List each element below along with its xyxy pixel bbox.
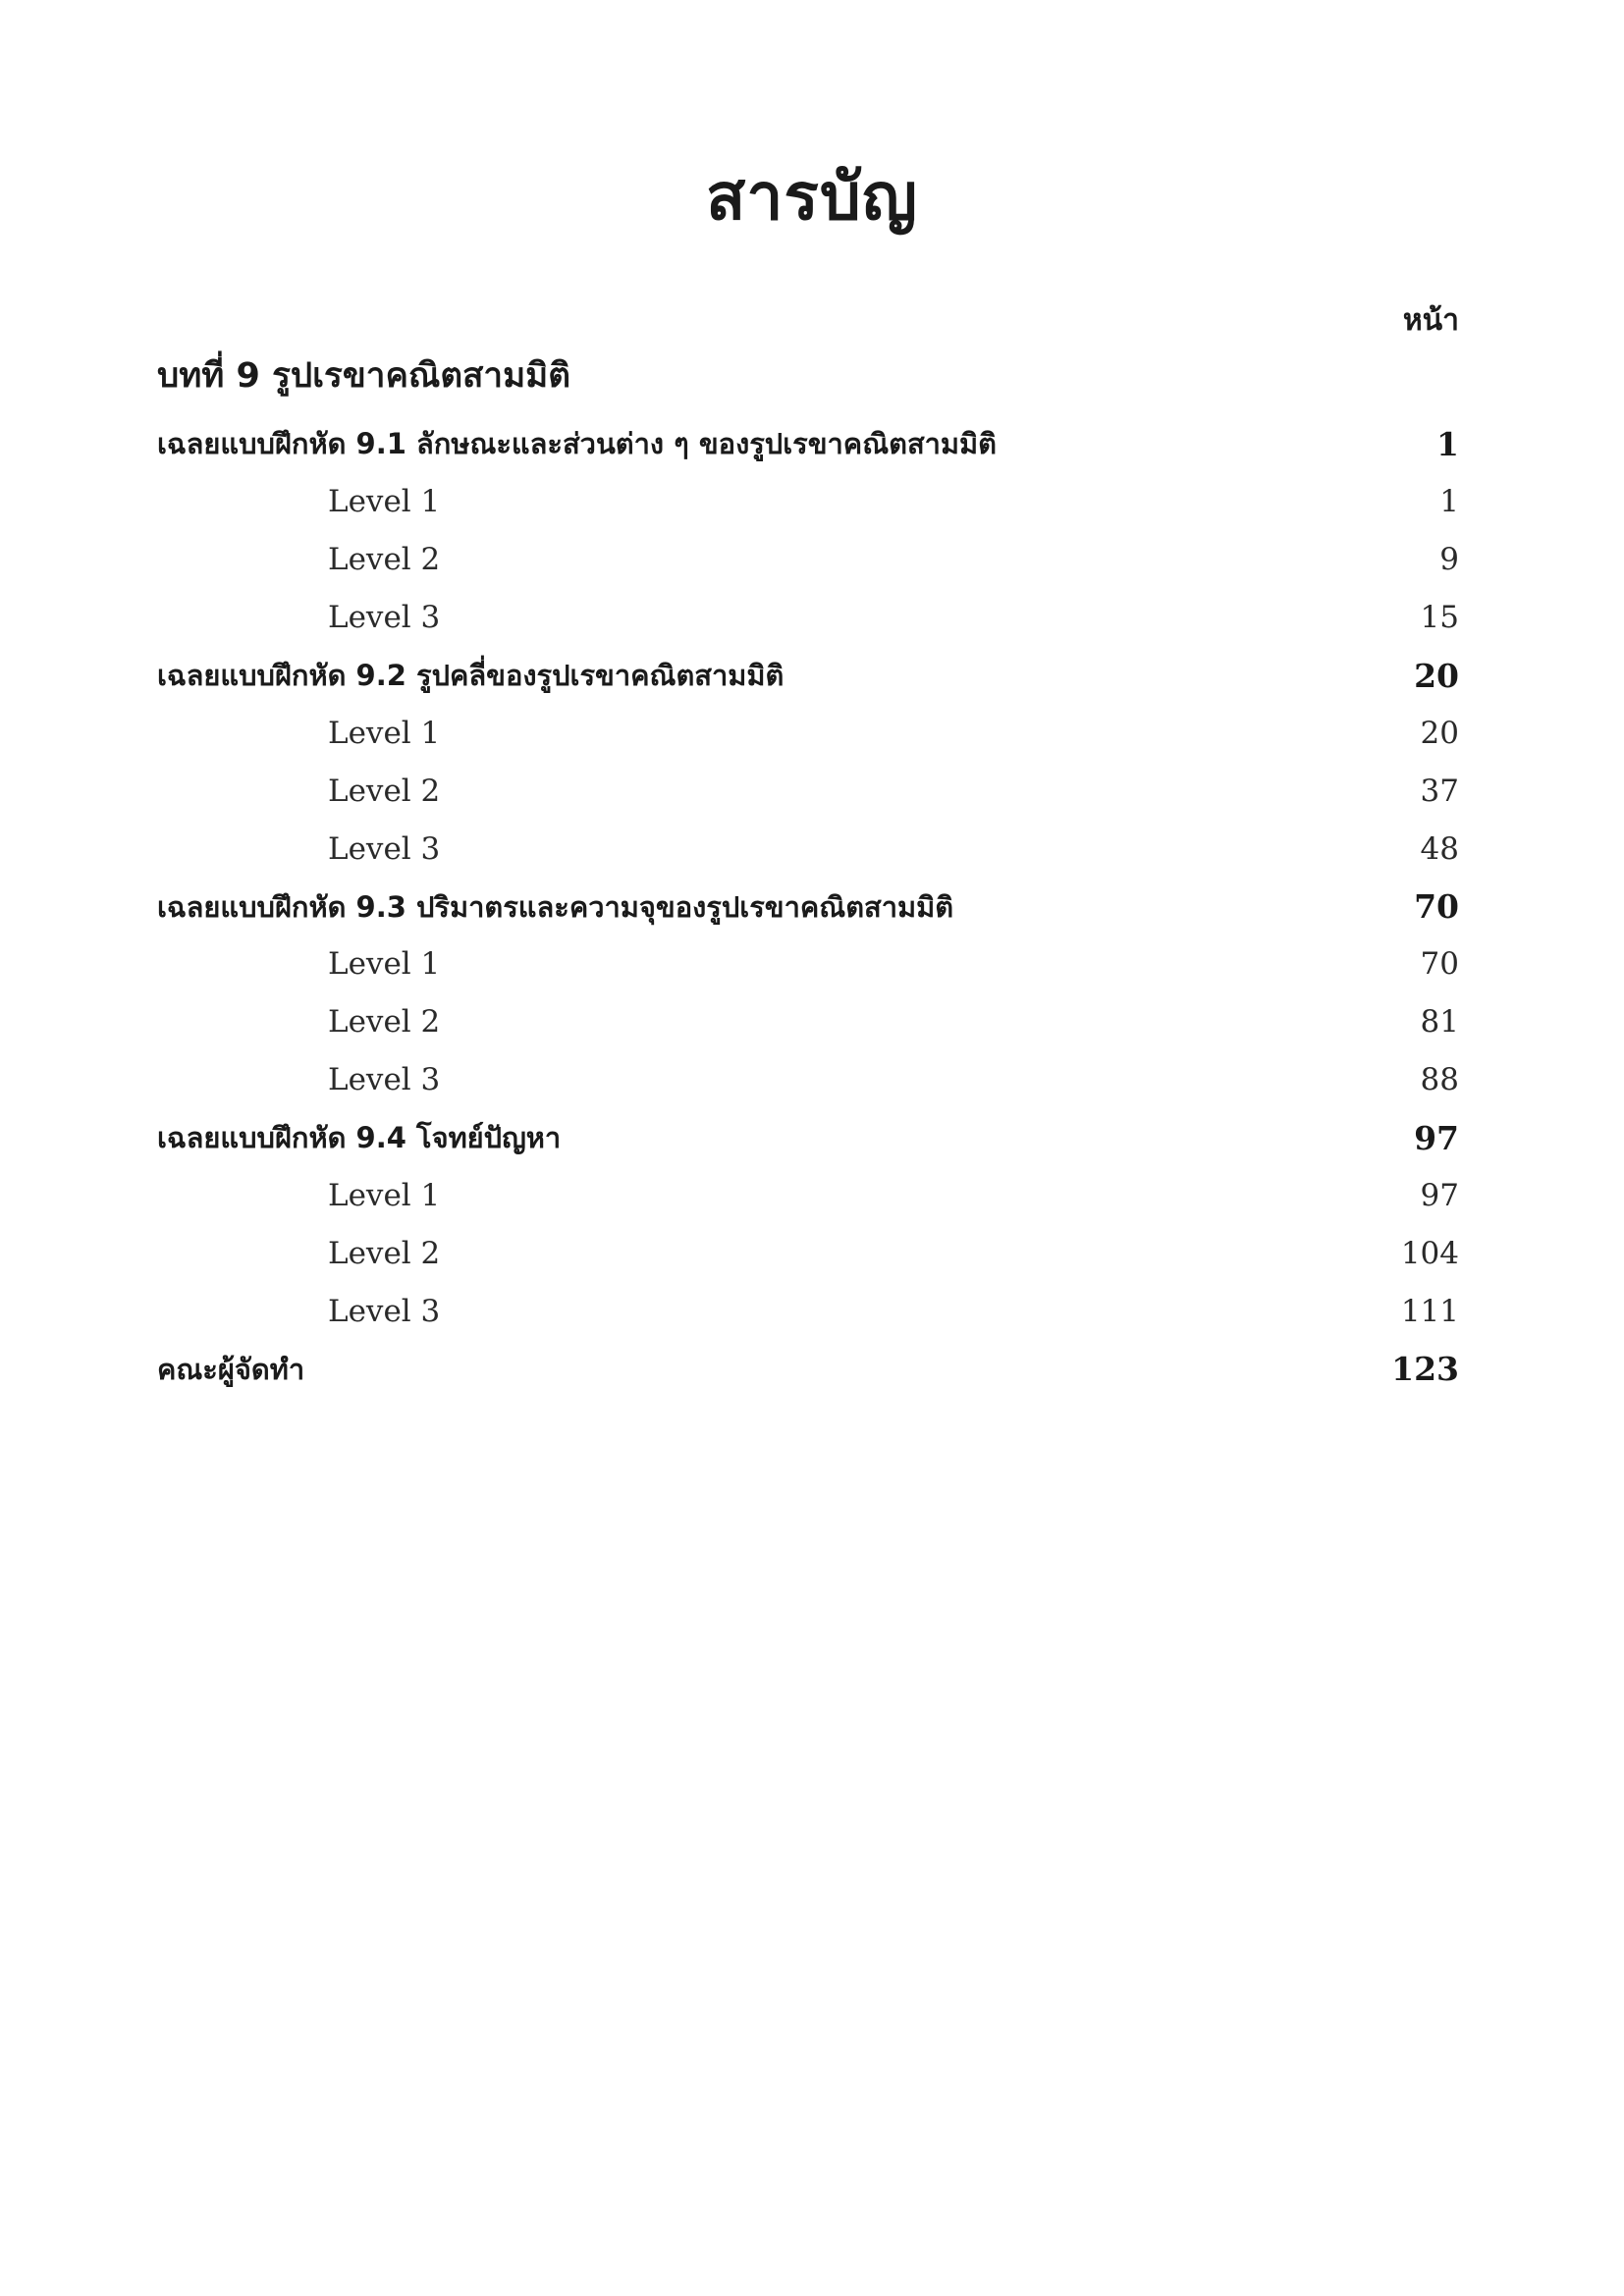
page-column-label: หน้า [1402, 303, 1459, 338]
toc-level-label: Level 3 [328, 1293, 441, 1329]
toc-page-number: 104 [1400, 1235, 1459, 1271]
toc-page-number: 70 [1414, 887, 1459, 927]
toc-page-number: 1 [1436, 424, 1459, 463]
toc-page-number: 111 [1400, 1293, 1459, 1329]
toc-section-label: เฉลยแบบฝึกหัด 9.2 รูปคลี่ของรูปเรขาคณิตสามมิติ [157, 659, 785, 692]
toc-level-label: Level 2 [328, 542, 441, 578]
toc-level-row[interactable] [157, 1051, 1459, 1109]
toc-level-row[interactable] [157, 820, 1459, 878]
toc-section-label: คณะผู้จัดทำ [157, 1352, 305, 1386]
toc-page-number: 97 [1414, 1118, 1459, 1157]
toc-page-number: 20 [1414, 656, 1459, 695]
toc-section-label: เฉลยแบบฝึกหัด 9.3 ปริมาตรและความจุของรูปเรขาคณิตสามมิติ [157, 889, 954, 924]
toc-level-row[interactable] [157, 1282, 1459, 1340]
toc-level-row[interactable] [157, 473, 1459, 531]
toc-list [157, 415, 1459, 1398]
toc-level-row[interactable] [157, 935, 1459, 993]
toc-level-row[interactable] [157, 589, 1459, 647]
toc-page-number: 37 [1420, 773, 1459, 809]
toc-page-number: 70 [1420, 946, 1459, 983]
toc-page-number: 20 [1420, 715, 1459, 751]
toc-level-label: Level 3 [328, 600, 441, 636]
toc-section-label: เฉลยแบบฝึกหัด 9.1 ลักษณะและส่วนต่าง ๆ ของรูปเรขาคณิตสามมิติ [157, 427, 997, 461]
toc-level-label: Level 1 [328, 715, 441, 751]
toc-section-row[interactable] [157, 647, 1459, 705]
chapter-heading: บทที่ 9 รูปเรขาคณิตสามมิติ [157, 356, 570, 396]
toc-section-row[interactable] [157, 878, 1459, 935]
toc-page-number: 123 [1391, 1350, 1459, 1389]
toc-level-label: Level 1 [328, 1178, 441, 1214]
toc-page-number: 97 [1420, 1178, 1459, 1214]
toc-section-row[interactable] [157, 1109, 1459, 1167]
toc-level-label: Level 3 [328, 1062, 441, 1098]
toc-page-number: 1 [1439, 484, 1459, 520]
toc-section-label: เฉลยแบบฝึกหัด 9.4 โจทย์ปัญหา [157, 1121, 562, 1155]
toc-level-label: Level 2 [328, 773, 441, 809]
toc-level-row[interactable] [157, 531, 1459, 589]
toc-level-label: Level 3 [328, 830, 441, 867]
toc-level-row[interactable] [157, 762, 1459, 820]
toc-level-label: Level 1 [328, 484, 441, 520]
toc-page-number: 48 [1420, 830, 1459, 867]
toc-page-number: 81 [1420, 1004, 1459, 1041]
toc-section-row[interactable] [157, 415, 1459, 473]
toc-level-row[interactable] [157, 1224, 1459, 1282]
toc-level-label: Level 2 [328, 1004, 441, 1041]
toc-page-number: 15 [1420, 600, 1459, 636]
toc-level-label: Level 2 [328, 1235, 441, 1271]
toc-page-number: 88 [1420, 1062, 1459, 1098]
toc-level-row[interactable] [157, 704, 1459, 762]
toc-level-row[interactable] [157, 993, 1459, 1051]
page-title: สารบัญ [706, 159, 918, 235]
toc-level-label: Level 1 [328, 946, 441, 983]
toc-page-number: 9 [1439, 542, 1459, 578]
toc-level-row[interactable] [157, 1167, 1459, 1225]
toc-section-row[interactable] [157, 1340, 1459, 1398]
